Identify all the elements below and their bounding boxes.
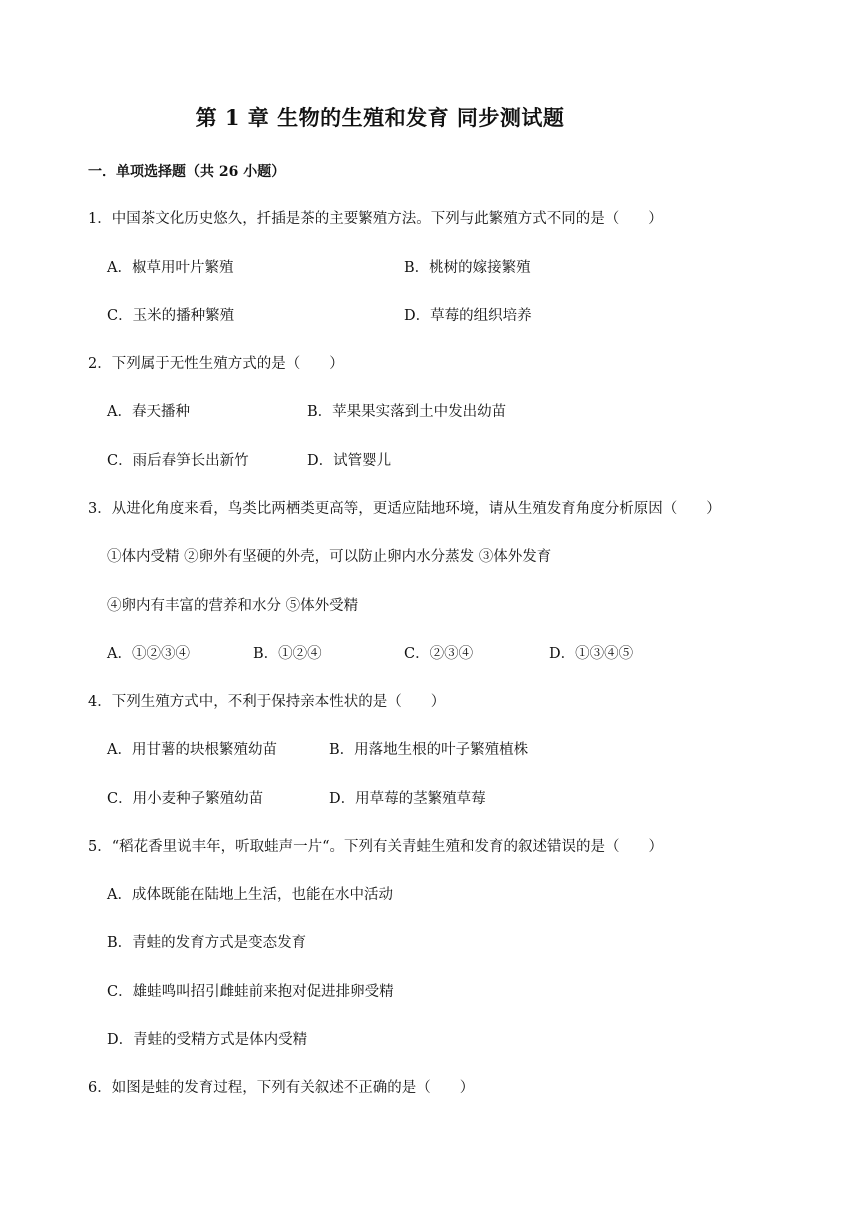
question-4-option-c: C．用小麦种子繁殖幼苗 xyxy=(107,791,264,807)
question-2-option-a: A．春天播种 xyxy=(107,404,190,420)
question-3-option-c: C．②③④ xyxy=(404,646,474,662)
question-5-option-a: A．成体既能在陆地上生活，也能在水中活动 xyxy=(107,887,393,903)
question-3-option-b: B．①②④ xyxy=(253,646,322,662)
question-1-option-b: B．桃树的嫁接繁殖 xyxy=(404,260,531,276)
question-1-stem: 1．中国茶文化历史悠久，扦插是茶的主要繁殖方法。下列与此繁殖方式不同的是（ ） xyxy=(88,211,663,227)
question-2-option-c: C．雨后春笋长出新竹 xyxy=(107,453,249,469)
section-heading: 一．单项选择题（共 26 小题） xyxy=(88,164,286,180)
question-2-stem: 2．下列属于无性生殖方式的是（ ） xyxy=(88,356,344,372)
question-3-statements-line-1: ①体内受精 ②卵外有坚硬的外壳，可以防止卵内水分蒸发 ③体外发育 xyxy=(107,549,552,565)
question-5-option-c: C．雄蛙鸣叫招引雌蛙前来抱对促进排卵受精 xyxy=(107,984,394,1000)
question-4-stem: 4．下列生殖方式中，不利于保持亲本性状的是（ ） xyxy=(88,694,446,710)
question-1-option-d: D．草莓的组织培养 xyxy=(404,308,532,324)
question-4-option-b: B．用落地生根的叶子繁殖植株 xyxy=(329,742,529,758)
question-4-option-a: A．用甘薯的块根繁殖幼苗 xyxy=(107,742,277,758)
question-1-option-c: C．玉米的播种繁殖 xyxy=(107,308,235,324)
question-2-option-b: B．苹果果实落到土中发出幼苗 xyxy=(307,404,507,420)
question-3-stem: 3．从进化角度来看，鸟类比两栖类更高等，更适应陆地环境，请从生殖发育角度分析原因（ ） xyxy=(88,501,721,517)
question-6-stem: 6．如图是蛙的发育过程，下列有关叙述不正确的是（ ） xyxy=(88,1080,475,1096)
question-1-option-a: A．椒草用叶片繁殖 xyxy=(107,260,234,276)
question-3-statements-line-2: ④卵内有丰富的营养和水分 ⑤体外受精 xyxy=(107,598,359,614)
question-2-option-d: D．试管婴儿 xyxy=(307,453,392,469)
question-5-option-b: B．青蛙的发育方式是变态发育 xyxy=(107,935,307,951)
question-4-option-d: D．用草莓的茎繁殖草莓 xyxy=(329,791,486,807)
question-5-option-d: D．青蛙的受精方式是体内受精 xyxy=(107,1032,308,1048)
page-title: 第 1 章 生物的生殖和发育 同步测试题 xyxy=(195,105,565,130)
question-3-option-a: A．①②③④ xyxy=(107,646,190,662)
question-3-option-d: D．①③④⑤ xyxy=(549,646,634,662)
question-5-stem: 5．“稻花香里说丰年，听取蛙声一片“。下列有关青蛙生殖和发育的叙述错误的是（ ） xyxy=(88,839,664,855)
